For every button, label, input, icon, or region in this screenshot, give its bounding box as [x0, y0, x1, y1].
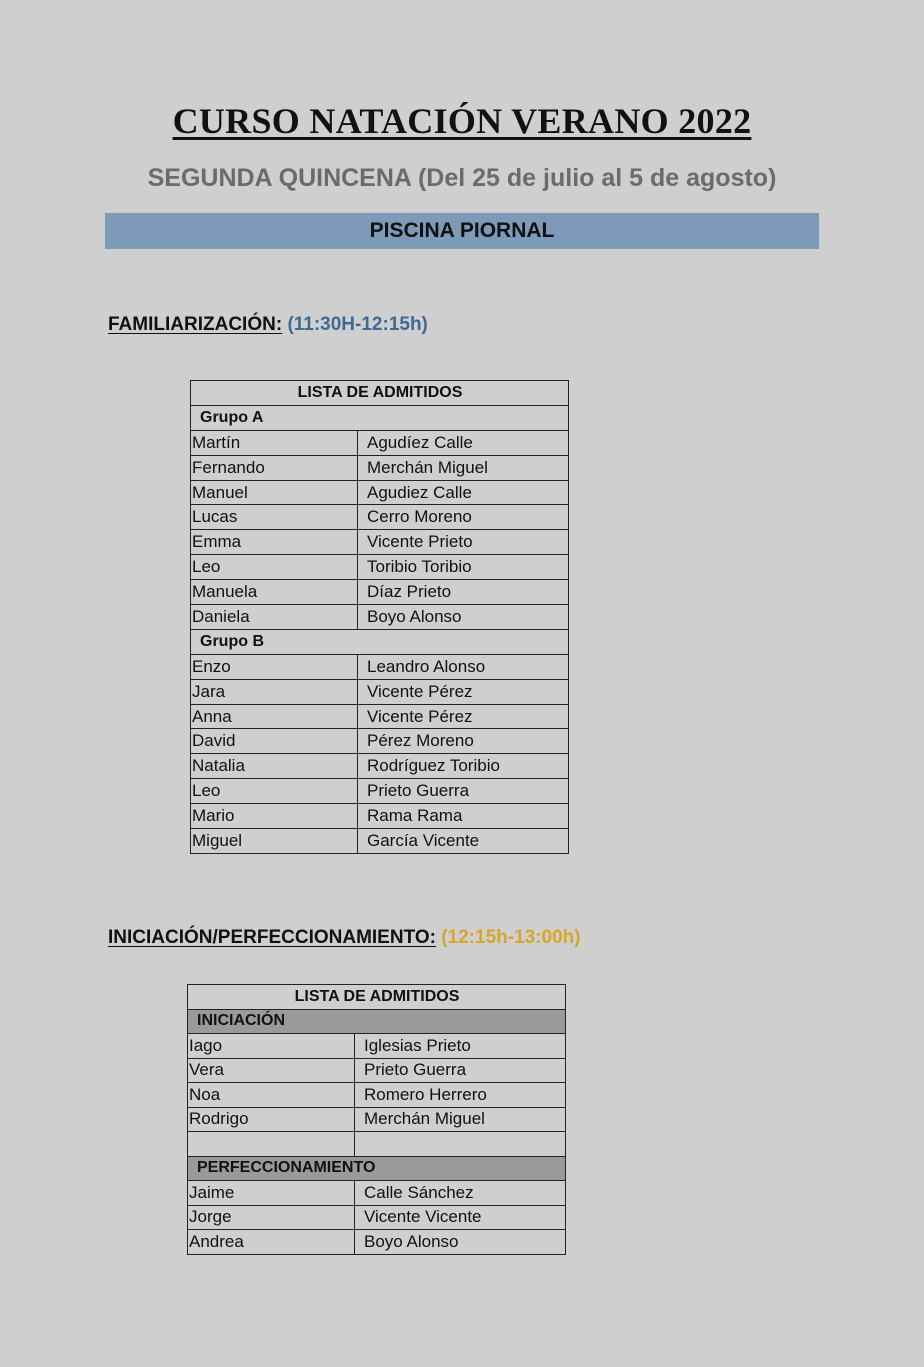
group-label: Grupo B [191, 629, 569, 654]
first-name-cell: Miguel [191, 829, 358, 854]
first-name-cell: Leo [191, 555, 358, 580]
table-row [191, 480, 569, 505]
table-row [188, 1205, 566, 1230]
table-row [191, 729, 569, 754]
group-label: INICIACIÓN [188, 1009, 566, 1034]
first-name-cell: Andrea [188, 1230, 355, 1255]
first-name-cell: Fernando [191, 455, 358, 480]
surname-cell: Agudíez Calle [358, 430, 569, 455]
section-time: (12:15h-13:00h) [441, 927, 581, 948]
surname-cell: Calle Sánchez [355, 1181, 566, 1206]
table-row [191, 580, 569, 605]
surname-cell: Romero Herrero [355, 1083, 566, 1108]
surname-cell: Toribio Toribio [358, 555, 569, 580]
surname-cell: Leandro Alonso [358, 654, 569, 679]
table-row [188, 1181, 566, 1206]
table-header-row [191, 381, 569, 406]
section-label: FAMILIARIZACIÓN: [108, 314, 283, 335]
table-row [188, 1132, 566, 1157]
table-row [191, 455, 569, 480]
group-label: PERFECCIONAMIENTO [188, 1156, 566, 1181]
surname-cell: Merchán Miguel [358, 455, 569, 480]
first-name-cell: Jaime [188, 1181, 355, 1206]
section-label: INICIACIÓN/PERFECCIONAMIENTO: [108, 927, 436, 948]
surname-cell: Vicente Vicente [355, 1205, 566, 1230]
first-name-cell: Emma [191, 530, 358, 555]
first-name-cell: Jara [191, 679, 358, 704]
group-label: Grupo A [191, 405, 569, 430]
first-name-cell [188, 1132, 355, 1157]
first-name-cell: Enzo [191, 654, 358, 679]
admitted-table-familiarizacion [190, 380, 569, 854]
surname-cell: Rama Rama [358, 804, 569, 829]
table-row [188, 1230, 566, 1255]
surname-cell [355, 1132, 566, 1157]
surname-cell: Boyo Alonso [358, 605, 569, 630]
table-row [191, 804, 569, 829]
surname-cell: Cerro Moreno [358, 505, 569, 530]
surname-cell: Merchán Miguel [355, 1107, 566, 1132]
group-row [188, 1009, 566, 1034]
first-name-cell: Anna [191, 704, 358, 729]
first-name-cell: Noa [188, 1083, 355, 1108]
table-row [191, 779, 569, 804]
table-row [188, 1083, 566, 1108]
first-name-cell: Manuela [191, 580, 358, 605]
surname-cell: Boyo Alonso [355, 1230, 566, 1255]
table-row [188, 1058, 566, 1083]
table-row [188, 1034, 566, 1059]
first-name-cell: Mario [191, 804, 358, 829]
surname-cell: Vicente Pérez [358, 679, 569, 704]
table-row [191, 754, 569, 779]
surname-cell: Prieto Guerra [355, 1058, 566, 1083]
section-heading-familiarizacion [108, 314, 428, 336]
table-header: LISTA DE ADMITIDOS [188, 985, 566, 1010]
table-row [191, 605, 569, 630]
surname-cell: García Vicente [358, 829, 569, 854]
group-row [191, 405, 569, 430]
first-name-cell: Daniela [191, 605, 358, 630]
surname-cell: Agudiez Calle [358, 480, 569, 505]
section-heading-iniciacion-perfeccionamiento [108, 927, 581, 949]
surname-cell: Vicente Prieto [358, 530, 569, 555]
section-time: (11:30H-12:15h) [287, 314, 428, 335]
first-name-cell: Iago [188, 1034, 355, 1059]
table-row [188, 1107, 566, 1132]
first-name-cell: David [191, 729, 358, 754]
group-row [191, 629, 569, 654]
pool-band [105, 213, 819, 249]
first-name-cell: Lucas [191, 505, 358, 530]
surname-cell: Pérez Moreno [358, 729, 569, 754]
pool-name: PISCINA PIORNAL [369, 219, 555, 242]
table-row [191, 704, 569, 729]
table-row [191, 555, 569, 580]
surname-cell: Prieto Guerra [358, 779, 569, 804]
table-row [191, 430, 569, 455]
table-row [191, 530, 569, 555]
first-name-cell: Manuel [191, 480, 358, 505]
surname-cell: Vicente Pérez [358, 704, 569, 729]
page-subtitle: SEGUNDA QUINCENA (Del 25 de julio al 5 de agosto) [147, 164, 777, 192]
first-name-cell: Martín [191, 430, 358, 455]
first-name-cell: Vera [188, 1058, 355, 1083]
first-name-cell: Leo [191, 779, 358, 804]
surname-cell: Rodríguez Toribio [358, 754, 569, 779]
table-header-row [188, 985, 566, 1010]
table-row [191, 654, 569, 679]
table-row [191, 829, 569, 854]
surname-cell: Iglesias Prieto [355, 1034, 566, 1059]
page-title: CURSO NATACIÓN VERANO 2022 [172, 101, 752, 141]
first-name-cell: Rodrigo [188, 1107, 355, 1132]
admitted-table-iniciacion-perfeccionamiento [187, 984, 566, 1255]
table-row [191, 679, 569, 704]
group-row [188, 1156, 566, 1181]
first-name-cell: Jorge [188, 1205, 355, 1230]
surname-cell: Díaz Prieto [358, 580, 569, 605]
table-row [191, 505, 569, 530]
first-name-cell: Natalia [191, 754, 358, 779]
table-header: LISTA DE ADMITIDOS [191, 381, 569, 406]
